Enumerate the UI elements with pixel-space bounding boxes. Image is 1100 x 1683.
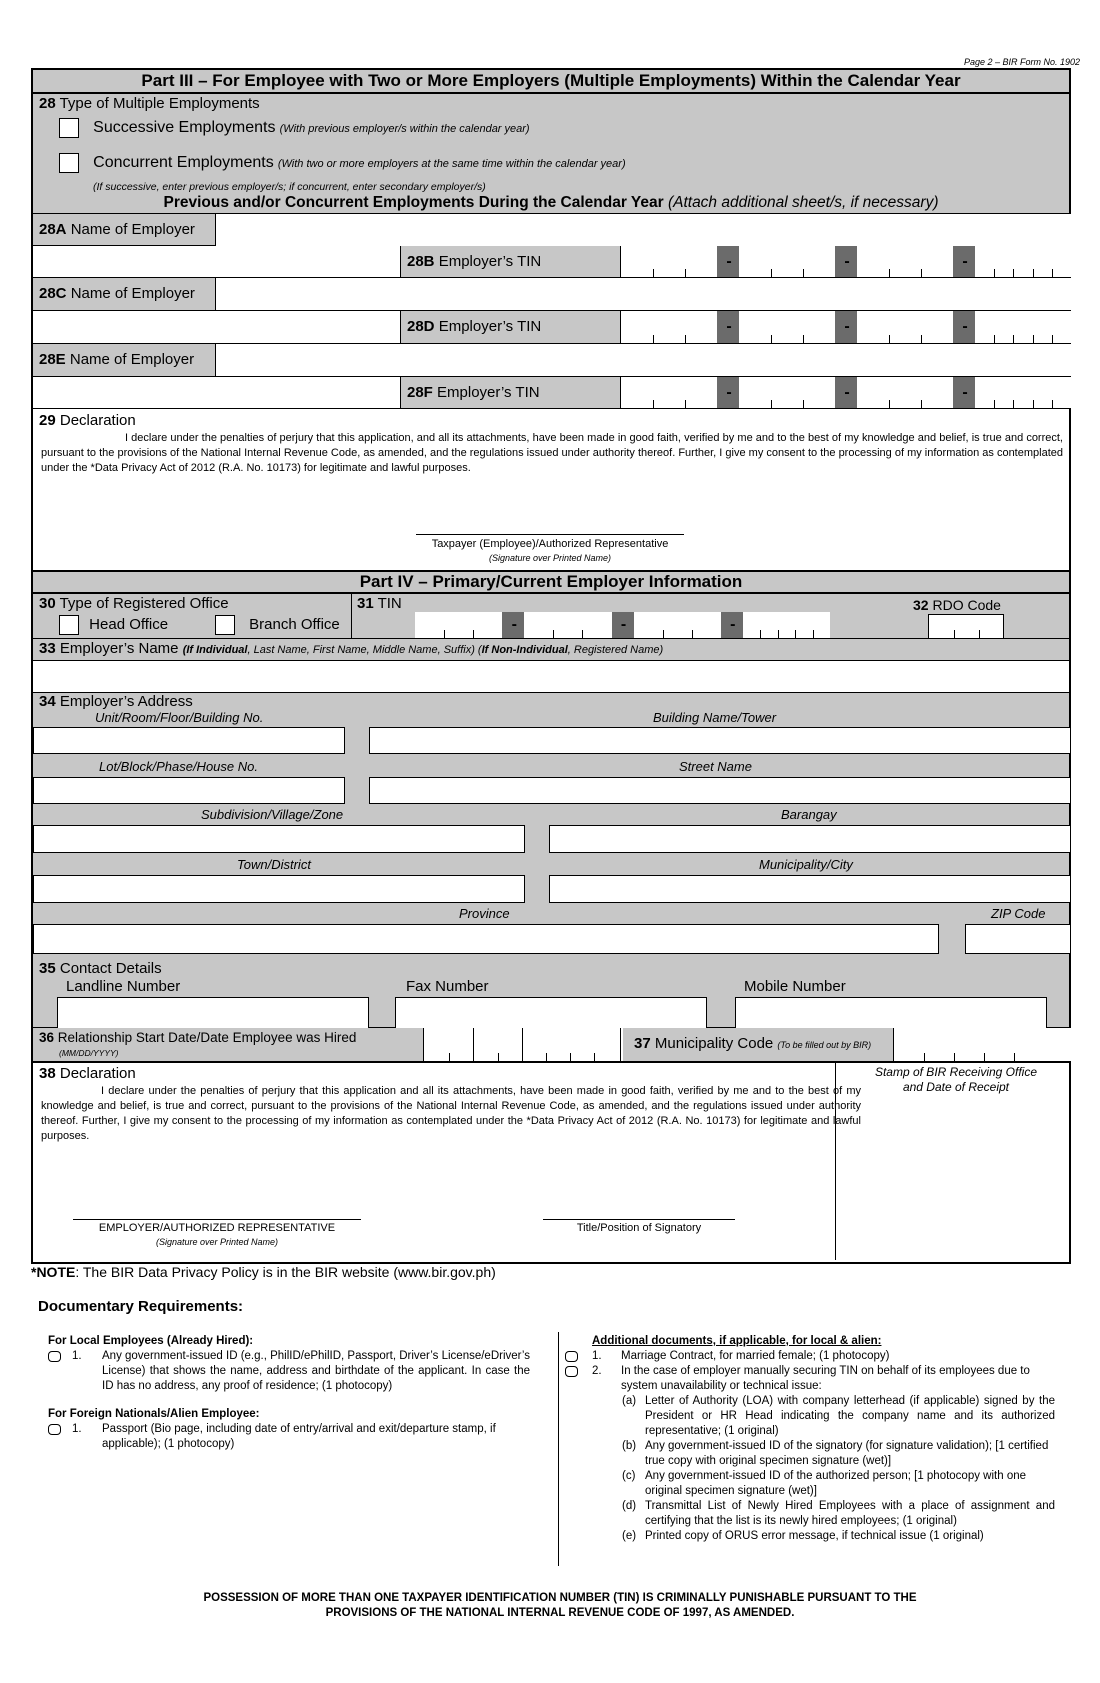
building-label: Building Name/Tower [653,710,777,725]
successive-employments-label: Successive Employments [93,118,276,136]
employer-row-1 [33,213,1069,278]
tin-digit-tick [778,630,779,638]
sub-item [565,1439,1055,1469]
fax-field[interactable] [395,997,707,1028]
item-38-label: Declaration [59,1065,136,1082]
tin-digit-group [975,311,1071,343]
previous-employments-note: (Attach additional sheet/s, if necessary) [667,194,939,211]
tin-digit-tick [889,269,890,277]
item-28e-number: 28E [39,351,66,368]
unit-field[interactable] [33,727,345,754]
branch-office-checkbox[interactable] [215,615,235,635]
tin-digit-group [415,612,502,638]
tin-digit-tick [813,630,814,638]
item-38-declaration [33,1063,1069,1262]
mobile-label: Mobile Number [744,978,846,995]
additional-item-text: Marriage Contract, for married female; (1 photocopy) [621,1350,890,1362]
subdivision-label: Subdivision/Village/Zone [201,807,344,822]
additional-item-text: In the case of employer manually securing TIN on behalf of its employees due to system unavailability or technical issue: [621,1365,1030,1392]
item-28d-label: Employer’s TIN [438,318,542,335]
street-label: Street Name [679,759,752,774]
additional-item-2-checkbox[interactable] [565,1366,578,1377]
foreign-item-number: 1. [72,1423,82,1435]
tin-digit-tick [771,400,772,408]
additional-item-number: 2. [592,1365,602,1377]
employer-name-28a-field[interactable] [215,214,1071,247]
tin-digit-tick [994,400,995,408]
concurrent-employments-checkbox[interactable] [59,153,79,173]
successive-employments-note: (With previous employer/s within the calendar year) [279,122,530,135]
tin-digit-tick [692,630,693,638]
part-4-header: Part IV – Primary/Current Employer Information [33,572,1069,594]
item-28a-label: Name of Employer [70,221,195,238]
local-requirement-item [48,1349,530,1394]
employer-28c-extra-field[interactable] [33,311,401,343]
foreign-requirement-item [48,1422,530,1452]
item-28-number: 28 [39,95,56,112]
taxpayer-signatory-note: (Signature over Printed Name) [488,553,612,563]
foreign-item-text: Passport (Bio page, including date of entry/arrival and exit/departure stamp, if applicable); (1 photocopy) [102,1423,496,1450]
municipality-label: Municipality/City [759,857,853,872]
tin-digit-tick [994,335,995,343]
requirements-divider [558,1332,559,1566]
head-office-checkbox[interactable] [59,615,79,635]
item-33-note-individual: (If Individual [182,644,248,656]
tin-separator: - [835,246,859,277]
employer-signatory-label: EMPLOYER/AUTHORIZED REPRESENTATIVE [98,1222,336,1234]
item-29-label: Declaration [59,412,136,429]
item-28c-number: 28C [39,285,67,302]
tin-digit-tick [921,335,922,343]
head-office-label: Head Office [89,615,169,633]
tin-digit-group [524,612,611,638]
tin-digit-group [975,246,1071,277]
privacy-note-bold: *NOTE [31,1264,76,1280]
tin-digit-group [621,246,717,277]
local-requirements [48,1334,530,1452]
sub-item [565,1394,1055,1439]
sub-item [565,1529,1055,1544]
sub-item [565,1469,1055,1499]
item-38-declaration-text: I declare under the penalties of perjury that this application and all its attachments, have been made in good faith, verified by me and to the best of my knowledge and belief, is true and correct, pursuant to the provisions of the National Internal Revenue Code, as amended, and the regulations issued under authority thereof. Further, I give my consent to the processing of my information as contemplated under the *Data Privacy Act of 2012 (R.A. No. 10173) for legitimate and lawful purposes. [41,1085,861,1142]
item-36-label: Relationship Start Date/Date Employee was Hired [57,1030,357,1045]
tin-digit-tick [1052,269,1053,277]
tin-penalty-footer: POSSESSION OF MORE THAN ONE TAXPAYER IDENTIFICATION NUMBER (TIN) IS CRIMINALLY PUNISHABLE PURSUANT TO THE PROVISIONS OF THE NATIONAL INTERNAL REVENUE CODE OF 1997, AS AMENDED. [203,1592,917,1619]
additional-documents-title: Additional documents, if applicable, for local & alien: [592,1335,882,1347]
tin-digit-tick [685,269,686,277]
tin-digit-group [739,377,835,408]
sub-item-number: (d) [622,1500,637,1512]
item-32-number: 32 [913,597,929,613]
item-31-number: 31 [357,595,374,612]
bir-stamp-box [835,1063,1071,1260]
item-28f-number: 28F [407,384,433,401]
item-30-number: 30 [39,595,56,612]
tin-digit-group [857,311,953,343]
tin-digit-group [739,311,835,343]
employer-tin-31-field[interactable] [415,612,830,638]
tin-digit-tick [1013,269,1014,277]
employer-name-28e-field[interactable] [215,344,1071,376]
sub-item-number: (a) [622,1395,637,1407]
sub-item-text: Printed copy of ORUS error message, if technical issue (1 original) [645,1530,984,1542]
mobile-field[interactable] [735,997,1047,1028]
employer-signatory-note: (Signature over Printed Name) [155,1237,279,1247]
tin-digit-tick [653,400,654,408]
item-31-label: TIN [377,595,402,612]
additional-item [565,1349,1055,1364]
sub-item [565,1499,1055,1529]
unit-label: Unit/Room/Floor/Building No. [95,710,264,725]
tin-digit-group [621,311,717,343]
employer-row-2 [33,278,1069,344]
sub-item-text: Transmittal List of Newly Hired Employees with a place of assignment and certifying that the list is its newly hired employees; (1 original) [645,1500,1055,1527]
employer-name-field[interactable] [33,661,1069,693]
item-33-label: Employer’s Name [59,640,179,657]
item-36-number: 36 [39,1030,55,1045]
tin-digit-tick [653,335,654,343]
foreign-nationals-title: For Foreign Nationals/Alien Employee: [48,1408,260,1420]
hire-date-field[interactable] [423,1028,623,1061]
sub-item-number: (b) [622,1440,637,1452]
employer-28e-extra-field[interactable] [33,377,401,408]
tin-digit-tick [921,269,922,277]
fax-label: Fax Number [406,978,489,995]
item-35-contact-section [33,959,1069,1028]
foreign-item-1-checkbox[interactable] [48,1424,61,1435]
tin-digit-tick [1033,400,1034,408]
tin-digit-tick [653,269,654,277]
tin-digit-group [857,377,953,408]
tin-separator: - [717,311,741,343]
item-34-label: Employer’s Address [59,693,193,710]
title-signature-line[interactable] [543,1219,735,1220]
item-35-number: 35 [39,960,56,977]
bir-form-1902-page-2 [31,68,1071,1264]
part-3-header: Part III – For Employee with Two or More Employers (Multiple Employments) Within the Calendar Year [33,70,1069,94]
item-28b-number: 28B [407,253,435,270]
tin-digit-tick [889,335,890,343]
employer-28a-extra-field[interactable] [33,246,401,277]
sub-item-text: Letter of Authority (LOA) with company letterhead (if applicable) signed by the President or HR Head indicating the company name and its authorized representative; (1 original) [645,1395,1055,1437]
item-28d-number: 28D [407,318,435,335]
province-label: Province [459,906,510,921]
additional-item-1-checkbox[interactable] [565,1351,578,1362]
barangay-label: Barangay [781,807,837,822]
successive-concurrent-instruction: (If successive, enter previous employer/s; if concurrent, enter secondary employer/s) [93,181,486,193]
zip-code-field[interactable] [965,924,1071,954]
item-33-note-nonindividual-detail: , Registered Name) [567,644,664,656]
tin-digit-tick [994,269,995,277]
sub-item-number: (e) [622,1530,637,1542]
tin-digit-tick [921,400,922,408]
items-30-31-32 [33,594,1069,639]
tin-digit-tick [685,400,686,408]
tin-digit-group [739,246,835,277]
item-29-declaration [33,409,1069,572]
tin-digit-tick [1052,400,1053,408]
item-28e-label: Name of Employer [69,351,195,368]
item-33-number: 33 [39,640,56,657]
tin-digit-tick [760,630,761,638]
page-number-note: Page 2 – BIR Form No. 1902 [963,57,1080,67]
employer-name-28c-field[interactable] [215,278,1071,310]
concurrent-employments-note: (With two or more employers at the same time within the calendar year) [277,157,626,170]
tin-digit-tick [1033,335,1034,343]
privacy-note [31,1264,496,1280]
item-28b-label: Employer’s TIN [438,253,542,270]
sub-item-text: Any government-issued ID of the signatory (for signature validation); [1 certified true copy with original specimen signature (wet)] [645,1440,1049,1467]
item-33-note-nonindividual: If Non-Individual [481,644,568,656]
item-29-number: 29 [39,412,56,429]
tin-separator: - [502,612,526,638]
item-38-number: 38 [39,1065,56,1082]
title-signatory-label: Title/Position of Signatory [576,1222,702,1234]
item-33-note-individual-detail: , Last Name, First Name, Middle Name, Suffix) ( [247,644,482,656]
local-item-1-checkbox[interactable] [48,1351,61,1362]
tin-separator: - [835,377,859,408]
tin-separator: - [953,377,977,408]
employer-row-3 [33,344,1069,409]
tin-separator: - [835,311,859,343]
item-36-date-format: (MM/DD/YYYY) [59,1048,119,1058]
item-32-label: RDO Code [932,597,1001,613]
branch-office-label: Branch Office [249,615,340,633]
item-29-declaration-text: I declare under the penalties of perjury that this application, and all its attachments, have been made in good faith, verified by me and to the best of my knowledge and belief, is true and correct, pursuant to the provisions of the National Internal Revenue Code, as amended, and the regulations issued under authority thereof. Further, I give my consent to the processing of my information as contemplated under the *Data Privacy Act of 2012 (R.A. No. 10173) for legitimate and lawful purposes. [41,432,1063,474]
concurrent-employments-label: Concurrent Employments [93,153,274,171]
taxpayer-signature-line[interactable] [416,534,684,535]
province-field[interactable] [33,924,939,954]
town-field[interactable] [33,875,525,903]
tin-digit-group [743,612,830,638]
additional-item [565,1364,1055,1394]
tin-digit-tick [889,400,890,408]
previous-employments-header: Previous and/or Concurrent Employments During the Calendar Year [163,194,664,211]
tin-digit-tick [582,630,583,638]
documentary-requirements-title: Documentary Requirements: [38,1298,244,1315]
tin-separator: - [953,311,977,343]
tin-digit-group [857,246,953,277]
barangay-field[interactable] [549,825,1071,853]
tin-digit-tick [771,269,772,277]
additional-requirements [565,1334,1055,1544]
item-30-label: Type of Registered Office [59,595,229,612]
municipality-code-field[interactable] [893,1028,1071,1061]
local-item-number: 1. [72,1350,82,1362]
item-28f-label: Employer’s TIN [437,384,540,401]
tin-digit-tick [444,630,445,638]
successive-employments-checkbox[interactable] [59,118,79,138]
tin-digit-tick [1013,335,1014,343]
tin-separator: - [953,246,977,277]
item-28-label: Type of Multiple Employments [59,95,260,112]
tin-digit-tick [795,630,796,638]
rdo-code-field[interactable] [928,614,1004,638]
tin-digit-tick [803,269,804,277]
lot-label: Lot/Block/Phase/House No. [99,759,258,774]
employer-tin-28f-field[interactable] [621,377,1071,408]
tin-digit-tick [663,630,664,638]
tin-digit-tick [1033,269,1034,277]
tin-digit-tick [1013,400,1014,408]
sub-item-number: (c) [622,1470,636,1482]
zip-label: ZIP Code [991,906,1046,921]
tin-separator: - [717,246,741,277]
item-28a-number: 28A [39,221,67,238]
tin-separator: - [721,612,745,638]
tin-digit-tick [803,335,804,343]
item-33-label-row [33,639,1069,661]
local-employees-title: For Local Employees (Already Hired): [48,1335,254,1347]
town-label: Town/District [237,857,311,872]
employer-tin-28d-field[interactable] [621,311,1071,343]
tin-digit-group [975,377,1071,408]
tin-separator: - [612,612,636,638]
item-35-label: Contact Details [59,960,162,977]
sub-item-text: Any government-issued ID of the authorized person; [1 photocopy with one original specimen signature (wet)] [645,1470,1027,1497]
municipality-field[interactable] [549,875,1071,903]
tin-digit-group [621,377,717,408]
landline-field[interactable] [57,997,369,1028]
tin-digit-tick [553,630,554,638]
privacy-note-text: : The BIR Data Privacy Policy is in the BIR website (www.bir.gov.ph) [75,1264,496,1280]
tin-digit-tick [1052,335,1053,343]
landline-label: Landline Number [66,978,181,995]
employer-tin-28b-field[interactable] [621,246,1071,277]
tin-digit-tick [771,335,772,343]
item-37-number: 37 [634,1035,651,1052]
tin-separator: - [717,377,741,408]
item-37-label: Municipality Code [654,1035,774,1052]
item-34-number: 34 [39,693,56,710]
local-item-text: Any government-issued ID (e.g., PhilID/ePhilID, Passport, Driver’s License/eDriver’s License) that shows the name, address and birthdate of the applicant. In case the ID has no address, any proof of residence; (1 photocopy) [102,1350,531,1392]
additional-item-number: 1. [592,1350,602,1362]
employer-signature-line[interactable] [73,1219,361,1220]
tin-digit-tick [473,630,474,638]
item-37-note: (To be filled out by BIR) [777,1040,872,1050]
subdivision-field[interactable] [33,825,525,853]
items-36-37 [33,1028,1069,1063]
building-field[interactable] [369,727,1071,754]
item-34-address-section [33,693,1069,959]
lot-field[interactable] [33,777,345,804]
tin-digit-group [634,612,721,638]
street-field[interactable] [369,777,1071,804]
bir-stamp-label: Stamp of BIR Receiving Office and Date of Receipt [874,1065,1038,1094]
tin-digit-tick [685,335,686,343]
item-28c-label: Name of Employer [70,285,195,302]
taxpayer-signatory-label: Taxpayer (Employee)/Authorized Representative [431,538,669,550]
tin-digit-tick [803,400,804,408]
